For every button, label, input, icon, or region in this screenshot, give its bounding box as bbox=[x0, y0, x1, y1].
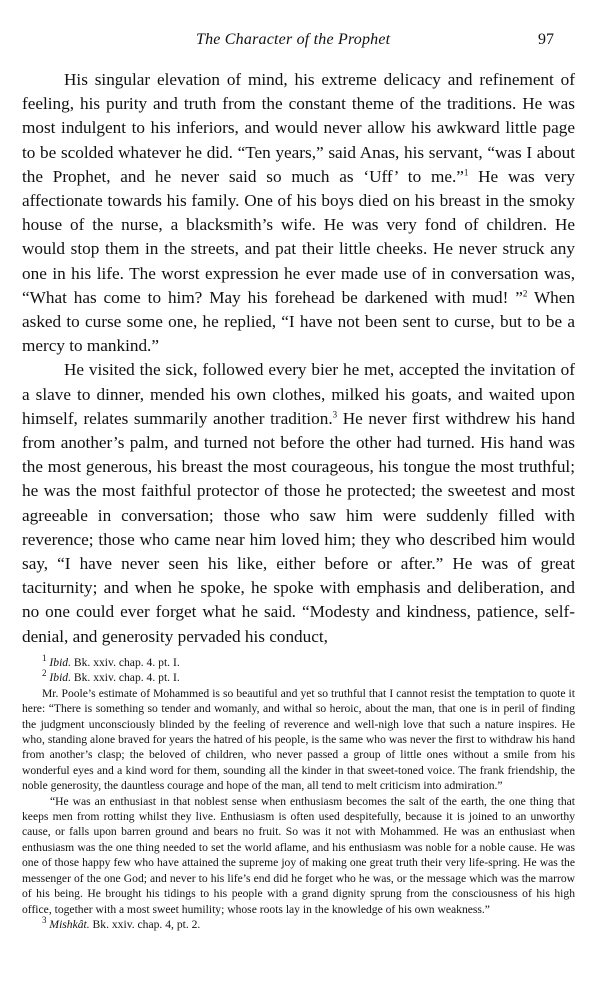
running-title: The Character of the Prophet bbox=[196, 31, 391, 48]
paragraph bbox=[22, 68, 575, 358]
footnote bbox=[22, 670, 575, 685]
page-header bbox=[0, 31, 600, 53]
paragraph bbox=[22, 358, 575, 648]
text-run: His singular elevation of mind, his extreme delicacy and refinement of feeling, his purity and truth from the constant theme of the traditions. He was most indulgent to his inferiors, and would never allow his awkward little page to be scolded whatever he did. “Ten years,” said Anas, his servant, “was I about the Prophet, and he never said so much as ‘Uff’ to me.” bbox=[22, 70, 575, 186]
footnote-ref: Bk. xxiv. chap. 4. pt. I. bbox=[70, 656, 180, 669]
text-run: When asked to curse some one, he replied, “I have not been sent to curse, but to be a mercy to mankind.” bbox=[22, 287, 575, 356]
footnote-ref: Bk. xxiv. chap. 4. pt. I. bbox=[70, 671, 180, 685]
footnote-number: 1 bbox=[42, 653, 47, 664]
footnotes bbox=[22, 655, 575, 932]
footnote-marker: 2 bbox=[522, 288, 528, 299]
main-text bbox=[22, 68, 575, 649]
footnote-paragraph: Mr. Poole’s estimate of Mohammed is so beautiful and yet so truthful that I cannot resist the temptation to quote it here: “There is something so tender and womanly, and withal so heroic, about the man, that one is in peril of finding the judgment unconsciously blinded by the feeling of reverence and well-nigh love that such a nature inspires. He who, standing alone braved for years the hatred of his people, is the same who was never the first to withdraw his hand from another’s clasp; the beloved of children, who never passed a group of little ones without a smile from his wonderful eyes and a kind word for them, sounding all the kinder in that sweet-toned voice. The frank friendship, the noble generosity, the dauntless courage and hope of the man, all tend to melt criticism into admiration.” bbox=[22, 686, 575, 793]
footnote-source: Mishkât. bbox=[49, 917, 90, 931]
footnote-number: 3 bbox=[42, 915, 47, 926]
text-run: He visited the sick, followed every bier he met, accepted the invitation of a slave to dinner, mended his own clothes, milked his goats, and waited upon himself, relates summarily another tradition. bbox=[22, 360, 575, 428]
page-number: 97 bbox=[538, 31, 554, 48]
text-run: He never first withdrew his hand from another’s palm, and turned not before the other had turned. His hand was the most generous, his breast the most courageous, his tongue the most truthful; he was the most faithful protector of those he protected; the sweetest and most agreeable in conversation; those who saw him were suddenly filled with reverence; those who came near him loved him; they who described him would say, “I have never seen his like, either before or after.” He was of great taciturnity; and when he spoke, he spoke with emphasis and deliberation, and no one could ever forget what he said. “Modesty and kindness, patience, self-denial, and generosity pervaded his conduct, bbox=[22, 408, 575, 646]
footnote bbox=[22, 655, 575, 670]
footnote bbox=[22, 917, 575, 932]
footnote-quote: “He was an enthusiast in that noblest sense when enthusiasm becomes the salt of the earth, the one thing that keeps men from rotting whilst they live. Enthusiasm is often used despitefully, because it is joined to an unworthy cause, or falls upon barren ground and bears no fruit. So was it not with Mohammed. He was an enthusiast when enthusiasm was the one thing needed to set the world aflame, and his enthusiasm was noble for a noble cause. He was one of those happy few who have attained the supreme joy of making one great truth their very life-spring. He was the messenger of the one God; and never to his life’s end did he forget who he was, or the message which was the marrow of his being. He brought his tidings to his people with a grand dignity sprung from the consciousness of his high office, together with a most sweet humility; whose roots lay in the knowledge of his own weakness.” bbox=[22, 794, 575, 916]
footnote-marker: 3 bbox=[332, 409, 338, 420]
footnote-ref: Bk. xxiv. chap. 4, pt. 2. bbox=[89, 917, 201, 931]
footnote-number: 2 bbox=[42, 668, 47, 679]
footnote-source: Ibid. bbox=[49, 656, 71, 669]
footnote-source: Ibid. bbox=[49, 671, 71, 685]
text-run: He was very affectionate towards his family. One of his boys died on his breast in the smoky house of the nurse, a blacksmith’s wife. He was very fond of children. He would stop them in the streets, and pat their little cheeks. He never struck any one in his life. The worst expression he ever made use of in conversation was, “What has come to him? May his forehead be darkened with mud! ” bbox=[22, 166, 575, 307]
footnote-marker: 1 bbox=[463, 167, 469, 178]
